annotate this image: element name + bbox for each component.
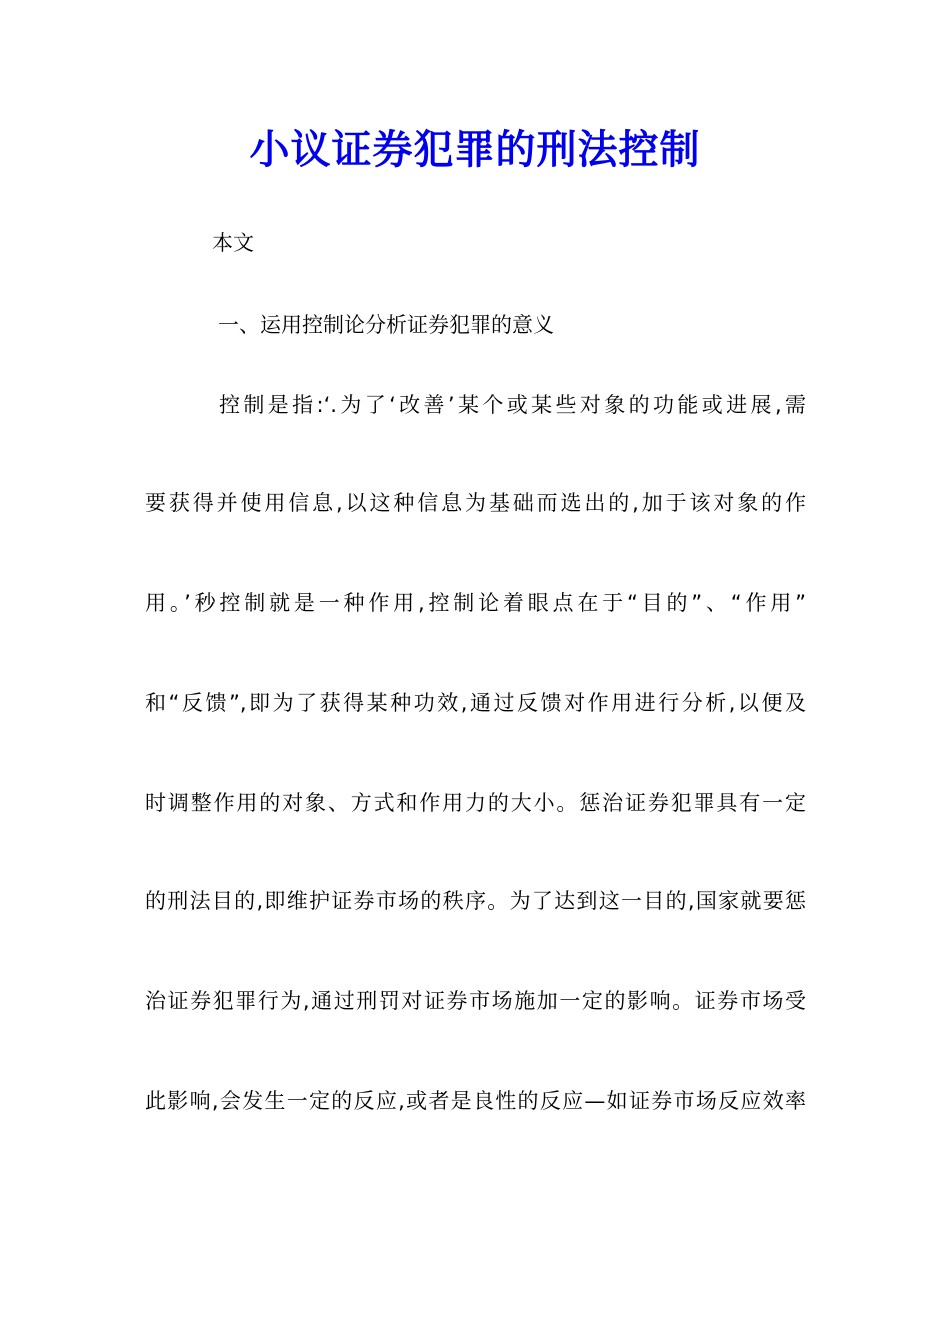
body-line-2: 要获得并使用信息,以这种信息为基础而选出的,加于该对象的作 xyxy=(145,491,806,515)
body-line-5: 时调整作用的对象、方式和作用力的大小。惩治证券犯罪具有一定 xyxy=(145,791,806,815)
document-title: 小议证券犯罪的刑法控制 xyxy=(249,126,701,173)
document-subheading: 本文 xyxy=(212,231,254,255)
body-line-8: 此影响,会发生一定的反应,或者是良性的反应—如证券市场反应效率 xyxy=(145,1089,806,1113)
body-line-1: 控制是指:‘.为了‘改善’某个或某些对象的功能或进展,需 xyxy=(219,393,806,417)
body-line-3: 用。’秒控制就是一种作用,控制论着眼点在于“目的”、“作用” xyxy=(145,591,806,615)
section-heading: 一、运用控制论分析证券犯罪的意义 xyxy=(218,313,554,337)
body-line-6: 的刑法目的,即维护证券市场的秩序。为了达到这一目的,国家就要惩 xyxy=(145,889,806,913)
body-line-4: 和“反馈”,即为了获得某种功效,通过反馈对作用进行分析,以便及 xyxy=(145,691,806,715)
body-line-7: 治证券犯罪行为,通过刑罚对证券市场施加一定的影响。证券市场受 xyxy=(145,989,806,1013)
